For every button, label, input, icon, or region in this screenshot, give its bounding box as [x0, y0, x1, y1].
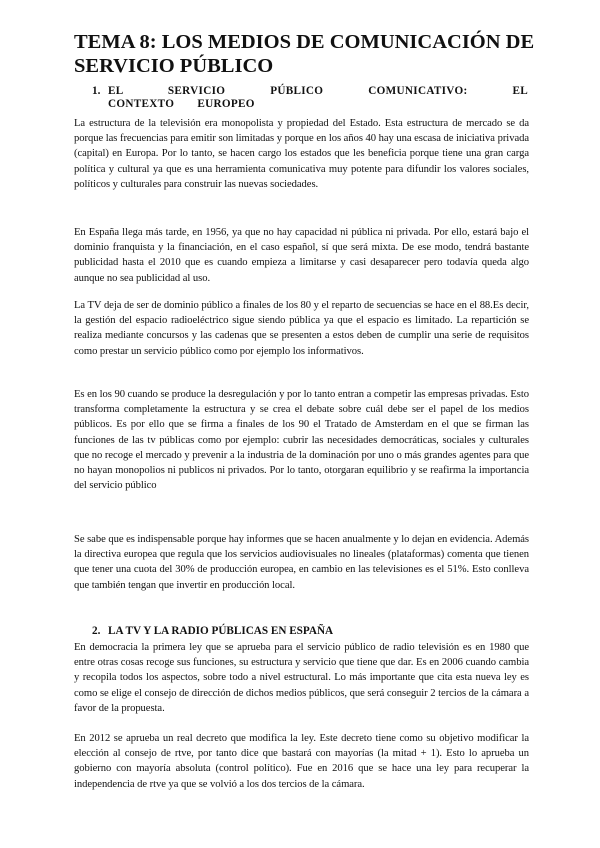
section-1-paragraph-4: Es en los 90 cuando se produce la desregulación y por lo tanto entran a competir las empresas privadas. Esto transforma completamente la estructura y se crea el debate sobre cuál debe ser el papel de los medios públicos. Es por ello que se firma a finales de los 90 el Tratado de Amsterdam en el que se firman las funciones de las tv públicas como por ejemplo: cubrir las necesidades democráticas, sociales y culturales que no recoge el mercado y prevenir a la industria de la dominación por uno o más grandes agentes para que no hayan monopolios ni publicos ni privados. Por lo tanto, otorgaran equilibrio y se reafirma la importancia del servicio público — [74, 389, 529, 492]
section-2-paragraph-2: En 2012 se aprueba un real decreto que modifica la ley. Este decreto tiene como su objetivo modificar la elección al consejo de rtve, por tanto dice que bastará con mayorías (la mitad + 1). Esto lo aprueba un gobierno con mayoría absoluta (control político). Fue en 2016 que se hace una ley para recuperar la independencia de rtve ya que se volvió a los dos tercios de la cámara. — [74, 733, 529, 790]
section-1-number: 1. — [92, 85, 101, 97]
section-1-paragraph-3: La TV deja de ser de dominio público a finales de los 80 y el reparto de secuencias se hace en el 88.Es decir, la gestión del espacio radioeléctrico sigue siendo pública ya que el espacio es limitado. La repartición se realiza mediante concursos y las cadenas que se presenten a estos deben de cumplir una serie de requisitos como prestar un servicio público como por ejemplo los informativos. — [74, 300, 529, 357]
section-2-number: 2. — [92, 625, 101, 637]
section-1-paragraph-2: En España llega más tarde, en 1956, ya que no hay capacidad ni pública ni privada. Por ello, estará bajo el dominio franquista y la financiación, en el caso español, sí que será mixta. De ese modo, tendrá bastante publicidad hasta el 2010 que es cuando empieza a limitarse y casi desaparecer pero todavía queda algo aunque no sea publicidad al uso. — [74, 227, 529, 284]
document-title: TEMA 8: LOS MEDIOS DE COMUNICACIÓN DE SERVICIO PÚBLICO — [74, 31, 535, 77]
section-1-paragraph-5: Se sabe que es indispensable porque hay informes que se hacen anualmente y lo dejan en evidencia. Además la directiva europea que regula que los servicios audiovisuales no lineales (plataformas) comenta que tienen que tener una cuota del 30% de producción europea, en cambio en las televisiones es el 51%. Esto conlleva que también tengan que invertir en producción local. — [74, 534, 529, 591]
section-2-paragraph-1: En democracia la primera ley que se aprueba para el servicio público de radio televisión es en 1980 que entre otras cosas recoge sus funciones, su estructura y servicio que tiene que dar. Es en 2006 cuando cambia y recopila todos los aspectos, sobre todo a nivel estructural. Lo más importante que cita esta nueva ley es como se elige el consejo de dirección de dichos medios públicos, que será conseguir 2 tercios de la cámara a favor de la propuesta. — [74, 642, 529, 714]
section-1-paragraph-1: La estructura de la televisión era monopolista y propiedad del Estado. Esta estructura de mercado se da porque las frecuencias para emitir son limitadas y porque en los años 40 hay una escasa de iniciativa privada (capital) en Europa. Por lo tanto, se hacen cargo los estados que les beneficia porque tiene una gran carga política y cultural ya que es una herramienta comunicativa muy potente para difundir los valores sociales, políticos y culturales para construir las nuevas sociedades. — [74, 118, 529, 190]
section-2-heading — [92, 625, 528, 638]
section-2-heading-text: LA TV Y LA RADIO PÚBLICAS EN ESPAÑA — [108, 625, 334, 637]
section-1-heading-text: EL SERVICIO PÚBLICO COMUNICATIVO: EL CONTEXTO EUROPEO — [108, 85, 528, 110]
section-1-heading — [92, 85, 528, 111]
